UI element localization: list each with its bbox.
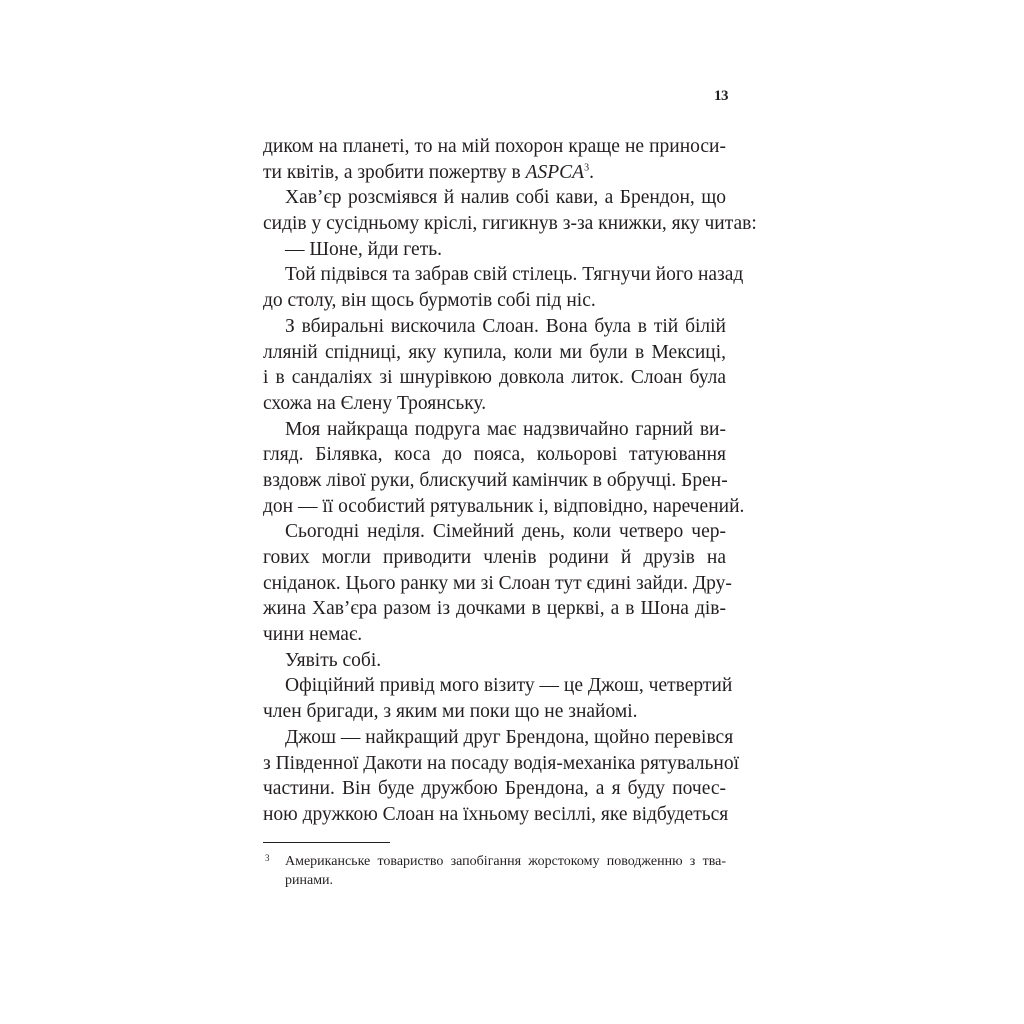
text-line: Джош — найкращий друг Брендона, щойно перевівся [285, 726, 734, 748]
footnote [263, 852, 726, 890]
footnote-divider [263, 842, 390, 843]
text-line: Хав’єр розсміявся й налив собі кави, а Брендон, що [285, 187, 726, 209]
text-line: частини. Він буде дружбою Брендона, а я буду почес- [263, 778, 726, 800]
text-line: з Південної Дакоти на посаду водія-механіка рятувальної [263, 752, 740, 774]
footnote-marker: 3 [265, 853, 270, 863]
text-line: Уявіть собі. [285, 649, 382, 671]
text-line: чини немає. [263, 624, 363, 646]
text-line: гляд. Білявка, коса до пояса, кольорові татуювання [263, 444, 726, 466]
footnote-line: Американське товариство запобігання жорстокому поводженню з тва- [285, 854, 726, 869]
text-line: схожа на Єлену Троянську. [263, 392, 487, 414]
text-line: Офіційний привід мого візиту — це Джош, четвертий [285, 675, 733, 697]
page-number: 13 [714, 88, 728, 104]
text-line: дон — її особистий рятувальник і, відповідно, наречений. [263, 495, 745, 517]
text-line: диком на планеті, то на мій похорон краще не приноси- [263, 136, 726, 157]
body-text [263, 134, 757, 828]
text-line: сидів у сусідньому кріслі, гигикнув з-за книжки, яку читав: [263, 213, 757, 235]
text-line: гових могли приводити членів родини й друзів на [263, 547, 726, 568]
text-fragment: ти квітів, а зробити пожертву в [263, 161, 526, 183]
text-line: лляній спідниці, яку купила, коли ми були в Мексиці, [263, 341, 726, 363]
text-line: вздовж лівої руки, блискучий камінчик в обручці. Брен- [263, 469, 728, 491]
text-line: Моя найкраща подруга має надзвичайно гарний ви- [285, 418, 726, 440]
text-line [263, 160, 726, 186]
text-line: ною дружкою Слоан на їхньому весіллі, яке відбудеться [263, 803, 729, 825]
text-line: З вбиральні вискочила Слоан. Вона була в тій білій [285, 315, 726, 337]
text-line: сніданок. Цього ранку ми зі Слоан тут єдині зайди. Дру- [263, 572, 732, 594]
aspca-acronym: ASPCA [525, 161, 585, 183]
dialogue-line: — Шоне, йди геть. [285, 238, 442, 260]
text-line: Сьогодні неділя. Сімейний день, коли четверо чер- [285, 521, 726, 543]
text-fragment: . [589, 161, 594, 183]
text-line: до столу, він щось бурмотів собі під ніс. [263, 290, 596, 312]
footnote-reference[interactable]: 3 [584, 162, 590, 174]
text-line: член бригади, з яким ми поки що не знайомі. [263, 701, 638, 723]
footnote-line: ринами. [285, 873, 334, 888]
text-line: жина Хав’єра разом із дочками в церкві, а в Шона дів- [263, 598, 726, 620]
text-line: і в сандаліях зі шнурівкою довкола литок. Слоан була [263, 367, 726, 389]
text-line: Той підвівся та забрав свій стілець. Тягнучи його назад [285, 264, 744, 286]
